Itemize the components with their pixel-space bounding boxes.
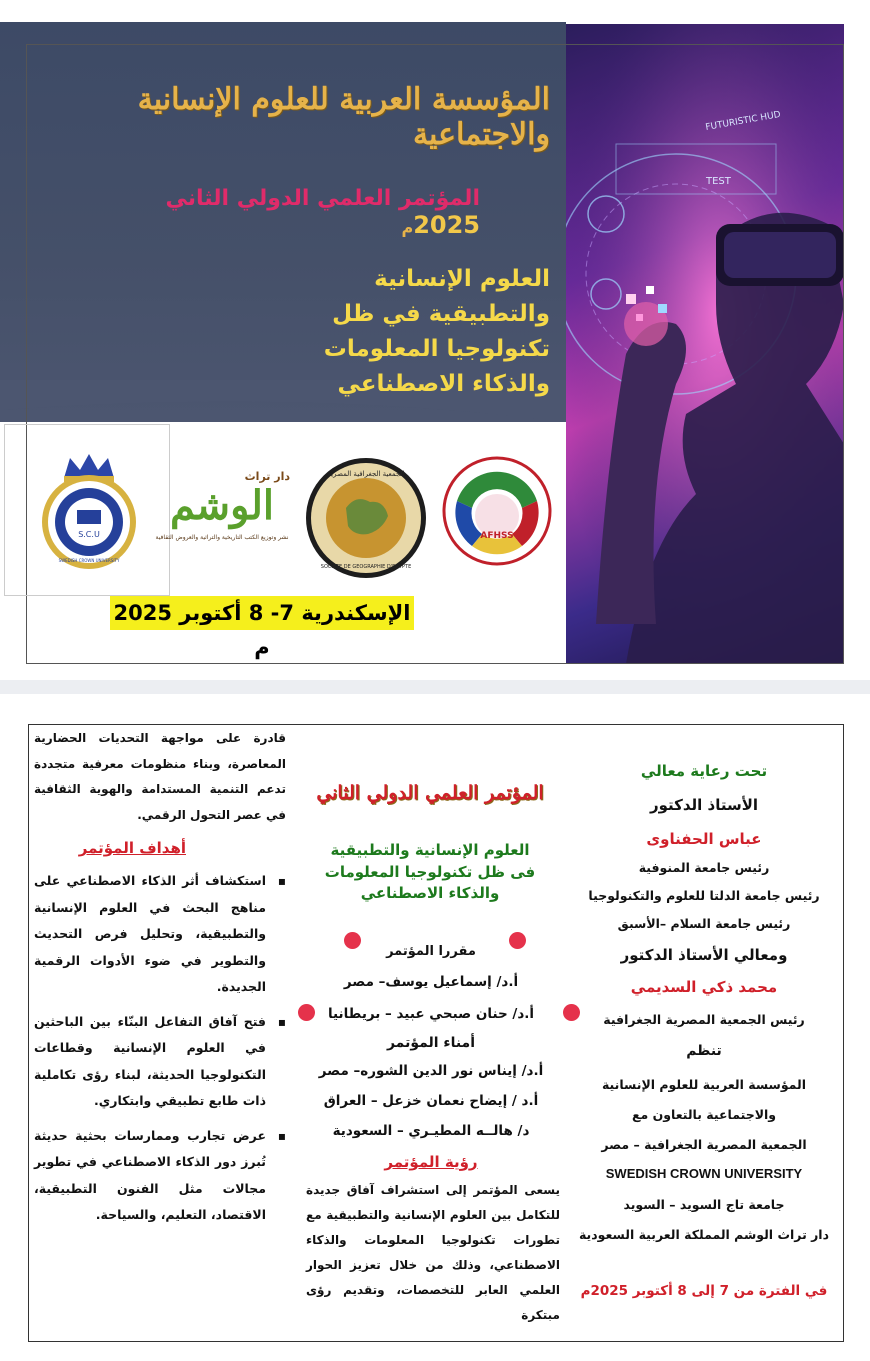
left-column	[34, 726, 286, 1229]
goal-text: استكشاف أثر الذكاء الاصطناعي على مناهج البحث في العلوم الإنسانية والتطبيقية، وتحليل فرص التحديث والتطوير في ضوء الأدوات الرقمية الجديدة.	[34, 873, 266, 994]
university-english: SWEDISH CROWN UNIVERSITY	[605, 1166, 803, 1181]
secretary: أ.د / إيضاح نعمان خزعل – العراق	[323, 1093, 539, 1109]
middle-heading: المؤتمر العلمي الدولي الثاني	[316, 782, 544, 804]
alwasm-line: دار تراث الوشم المملكة العربية السعودية	[578, 1227, 830, 1242]
cover-theme-line: والتطبيقية في ظل	[332, 301, 550, 327]
bullet-icon: ▪	[277, 1128, 286, 1143]
goal-item	[34, 868, 286, 1001]
middle-column	[296, 776, 564, 904]
rapporteur: أ.د/ إسماعيل يوسف– مصر	[343, 974, 519, 990]
prof2-role: رئيس الجمعية المصرية الجغرافية	[603, 1012, 805, 1027]
bullet-icon: ▪	[277, 1014, 286, 1029]
organizes-label: تنظم	[686, 1043, 722, 1059]
conference-title	[140, 186, 480, 239]
hud-label: FUTURISTIC HUD	[704, 109, 782, 133]
geography-society-french: SOCIETE DE GEOGRAPHIE D'EGYPTE	[320, 564, 412, 570]
goal-text: فتح آفاق التفاعل البنّاء بين الباحثين في العلوم الإنسانية وقطاعات التكنولوجيا الحديثة، لبناء رؤى تكاملية ذات طابع تطبيقي وابتكاري.	[34, 1013, 266, 1108]
scu-logo	[36, 450, 142, 572]
alwasm-logo-top: دار تراث	[244, 470, 290, 483]
goal-text: عرض تجارب وممارسات بحثية حديثة تُبرز دور الذكاء الاصطناعي في تطوير مجالات مثل الفنون التطبيقية، الاقتصاد، التعليم، والسياحة.	[34, 1127, 266, 1222]
prof2-name: محمد ذكي السديمي	[630, 978, 778, 996]
bullet-icon: ▪	[277, 874, 286, 888]
organizer-line: الجمعية المصرية الجغرافية – مصر	[601, 1137, 807, 1152]
geography-society-logo	[304, 456, 428, 580]
conference-title-text: المؤتمر العلمي الدولي الثاني	[165, 186, 480, 211]
intro-text: قادرة على مواجهة التحديات الحضارية المعاصرة، وبناء منظومات معرفية متجددة تدعم التنمية المستدامة والهوية الثقافية في عصر التحول الرقمي.	[34, 731, 286, 822]
prof1-title: الأستاذ الدكتور	[649, 796, 759, 814]
scu-text: S.C.U	[78, 530, 100, 539]
cover-theme-line: والذكاء الاصطناعي	[337, 371, 550, 397]
red-dot	[563, 1004, 580, 1021]
university-arabic: جامعة تاج السويد – السويد	[623, 1197, 785, 1212]
cover-theme	[300, 262, 550, 402]
date-banner: الإسكندرية 7- 8 أكتوبر 2025 م	[110, 596, 414, 630]
goal-item	[34, 1123, 286, 1229]
cover-theme-line: تكنولوجيا المعلومات	[323, 336, 550, 362]
afhss-logo	[442, 456, 552, 566]
vision-text: يسعى المؤتمر إلى استشراف آفاق جديدة للتكامل بين العلوم الإنسانية والتطبيقية مع تطورات تكنولوجيا المعلومات والذكاء الاصطناعي، وذلك من خلال تعزيز الحوار العلمي العابر للتخصصات، وتقديم رؤى مبتكرة	[306, 1183, 560, 1322]
conference-year: 2025	[413, 211, 480, 239]
hud-label: TEST	[706, 176, 731, 187]
scu-ring-text: SWEDISH CROWN UNIVERSITY	[58, 558, 120, 563]
organizer-line: والاجتماعية بالتعاون مع	[631, 1107, 777, 1122]
prof1-name: عباس الحفناوى	[646, 830, 762, 848]
vision-heading: رؤية المؤتمر	[384, 1153, 478, 1171]
alwasm-logo	[150, 470, 294, 550]
committee-block	[300, 938, 562, 1176]
patronage-label: تحت رعاية معالي	[640, 762, 768, 780]
middle-theme-line: والذكاء الاصطناعي	[360, 884, 500, 902]
goals-heading: أهداف المؤتمر	[78, 839, 186, 857]
cover-theme-line: العلوم الإنسانية	[374, 266, 550, 292]
prof1-role: رئيس جامعة الدلتا للعلوم والتكنولوجيا	[588, 888, 820, 903]
secretary: أ.د/ إيناس نور الدين الشوره– مصر	[318, 1063, 544, 1079]
goal-item	[34, 1009, 286, 1115]
prof2-title: ومعالي الأستاذ الدكتور	[620, 946, 788, 964]
conference-year-suffix: م	[401, 218, 414, 237]
geography-society-arabic: الجمعية الجغرافية المصرية	[327, 470, 405, 478]
period-text: في الفترة من 7 إلى 8 أكتوبر 2025م	[580, 1283, 828, 1299]
rapporteur: أ.د/ حنان صبحي عبيد – بريطانيا	[327, 1006, 535, 1022]
middle-theme-line: فى ظل تكنولوجيا المعلومات	[324, 863, 536, 881]
prof1-role: رئيس جامعة السلام –الأسبق	[617, 916, 791, 931]
right-column	[576, 756, 832, 1306]
alwasm-logo-name: الوشم	[169, 482, 275, 529]
alwasm-logo-sub: نشر وتوزيع الكتب التاريخية والتراثية والعروض الثقافية	[155, 534, 289, 541]
rapporteurs-label: مقررا المؤتمر	[386, 944, 476, 959]
page-separator	[0, 680, 870, 694]
middle-theme-line: العلوم الإنسانية والتطبيقية	[330, 841, 530, 859]
secretaries-label: أمناء المؤتمر	[386, 1035, 476, 1051]
secretary: د/ هالــه المطيـري – السعودية	[332, 1123, 530, 1139]
afhss-text: AFHSS	[480, 531, 514, 541]
prof1-role: رئيس جامعة المنوفية	[638, 860, 770, 875]
organizer-line: المؤسسة العربية للعلوم الإنسانية	[601, 1077, 807, 1092]
organization-title: المؤسسة العربية للعلوم الإنسانية والاجتماعية	[137, 82, 550, 152]
top-strip	[0, 0, 870, 16]
